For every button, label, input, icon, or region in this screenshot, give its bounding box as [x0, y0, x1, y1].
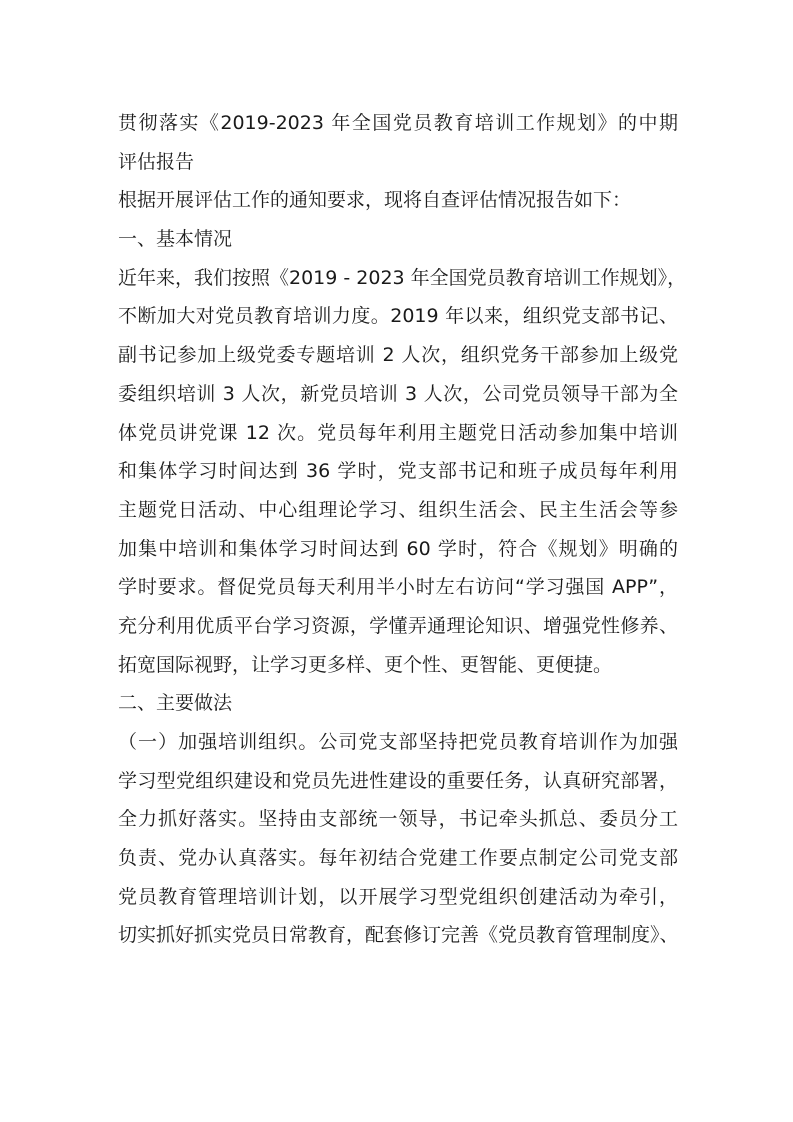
- section2-text-line: 学习型党组织建设和党员先进性建设的重要任务，认真研究部署，: [118, 769, 678, 792]
- section1-text-line: 近年来，我们按照《2019 - 2023 年全国党员教育培训工作规划》，: [118, 266, 687, 289]
- section1-text-line: 加集中培训和集体学习时间达到 60 学时，符合《规划》明确的: [118, 537, 678, 560]
- section2-text-line: 全力抓好落实。坚持由支部统一领导，书记牵头抓总、委员分工: [118, 808, 678, 831]
- section1-text-line-last: 拓宽国际视野，让学习更多样、更个性、更智能、更便捷。: [118, 653, 613, 676]
- section-heading-basic-situation: 一、基本情况: [118, 228, 233, 251]
- section1-text-line: 充分利用优质平台学习资源，学懂弄通理论知识、增强党性修养、: [118, 614, 678, 637]
- section2-text-line: 切实抓好抓实党员日常教育，配套修订完善《党员教育管理制度》、: [118, 924, 679, 947]
- section1-text-line: 学时要求。督促党员每天利用半小时左右访问“学习强国 APP”，: [118, 576, 678, 599]
- intro-paragraph: 根据开展评估工作的通知要求，现将自查评估情况报告如下：: [118, 189, 632, 212]
- section2-text-line: 负责、党办认真落实。每年初结合党建工作要点制定公司党支部: [118, 847, 678, 870]
- report-title-line-2: 评估报告: [118, 150, 195, 173]
- section1-text-line: 不断加大对党员教育培训力度。2019 年以来，组织党支部书记、: [118, 305, 678, 328]
- section1-text-line: 委组织培训 3 人次，新党员培训 3 人次，公司党员领导干部为全: [118, 382, 678, 405]
- section1-text-line: 和集体学习时间达到 36 学时，党支部书记和班子成员每年利用: [118, 460, 678, 483]
- section-heading-main-practices: 二、主要做法: [118, 692, 233, 715]
- report-title-line-1: 贯彻落实《2019-2023 年全国党员教育培训工作规划》的中期: [118, 112, 678, 134]
- section1-text-line: 体党员讲党课 12 次。党员每年利用主题党日活动参加集中培训: [118, 421, 678, 444]
- section1-text-line: 副书记参加上级党委专题培训 2 人次，组织党务干部参加上级党: [118, 344, 678, 367]
- section1-text-line: 主题党日活动、中心组理论学习、组织生活会、民主生活会等参: [118, 498, 678, 521]
- section2-text-line: 党员教育管理培训计划，以开展学习型党组织创建活动为牵引，: [118, 885, 678, 908]
- document-body: [118, 104, 687, 955]
- section2-text-line: （一）加强培训组织。公司党支部坚持把党员教育培训作为加强: [118, 731, 678, 753]
